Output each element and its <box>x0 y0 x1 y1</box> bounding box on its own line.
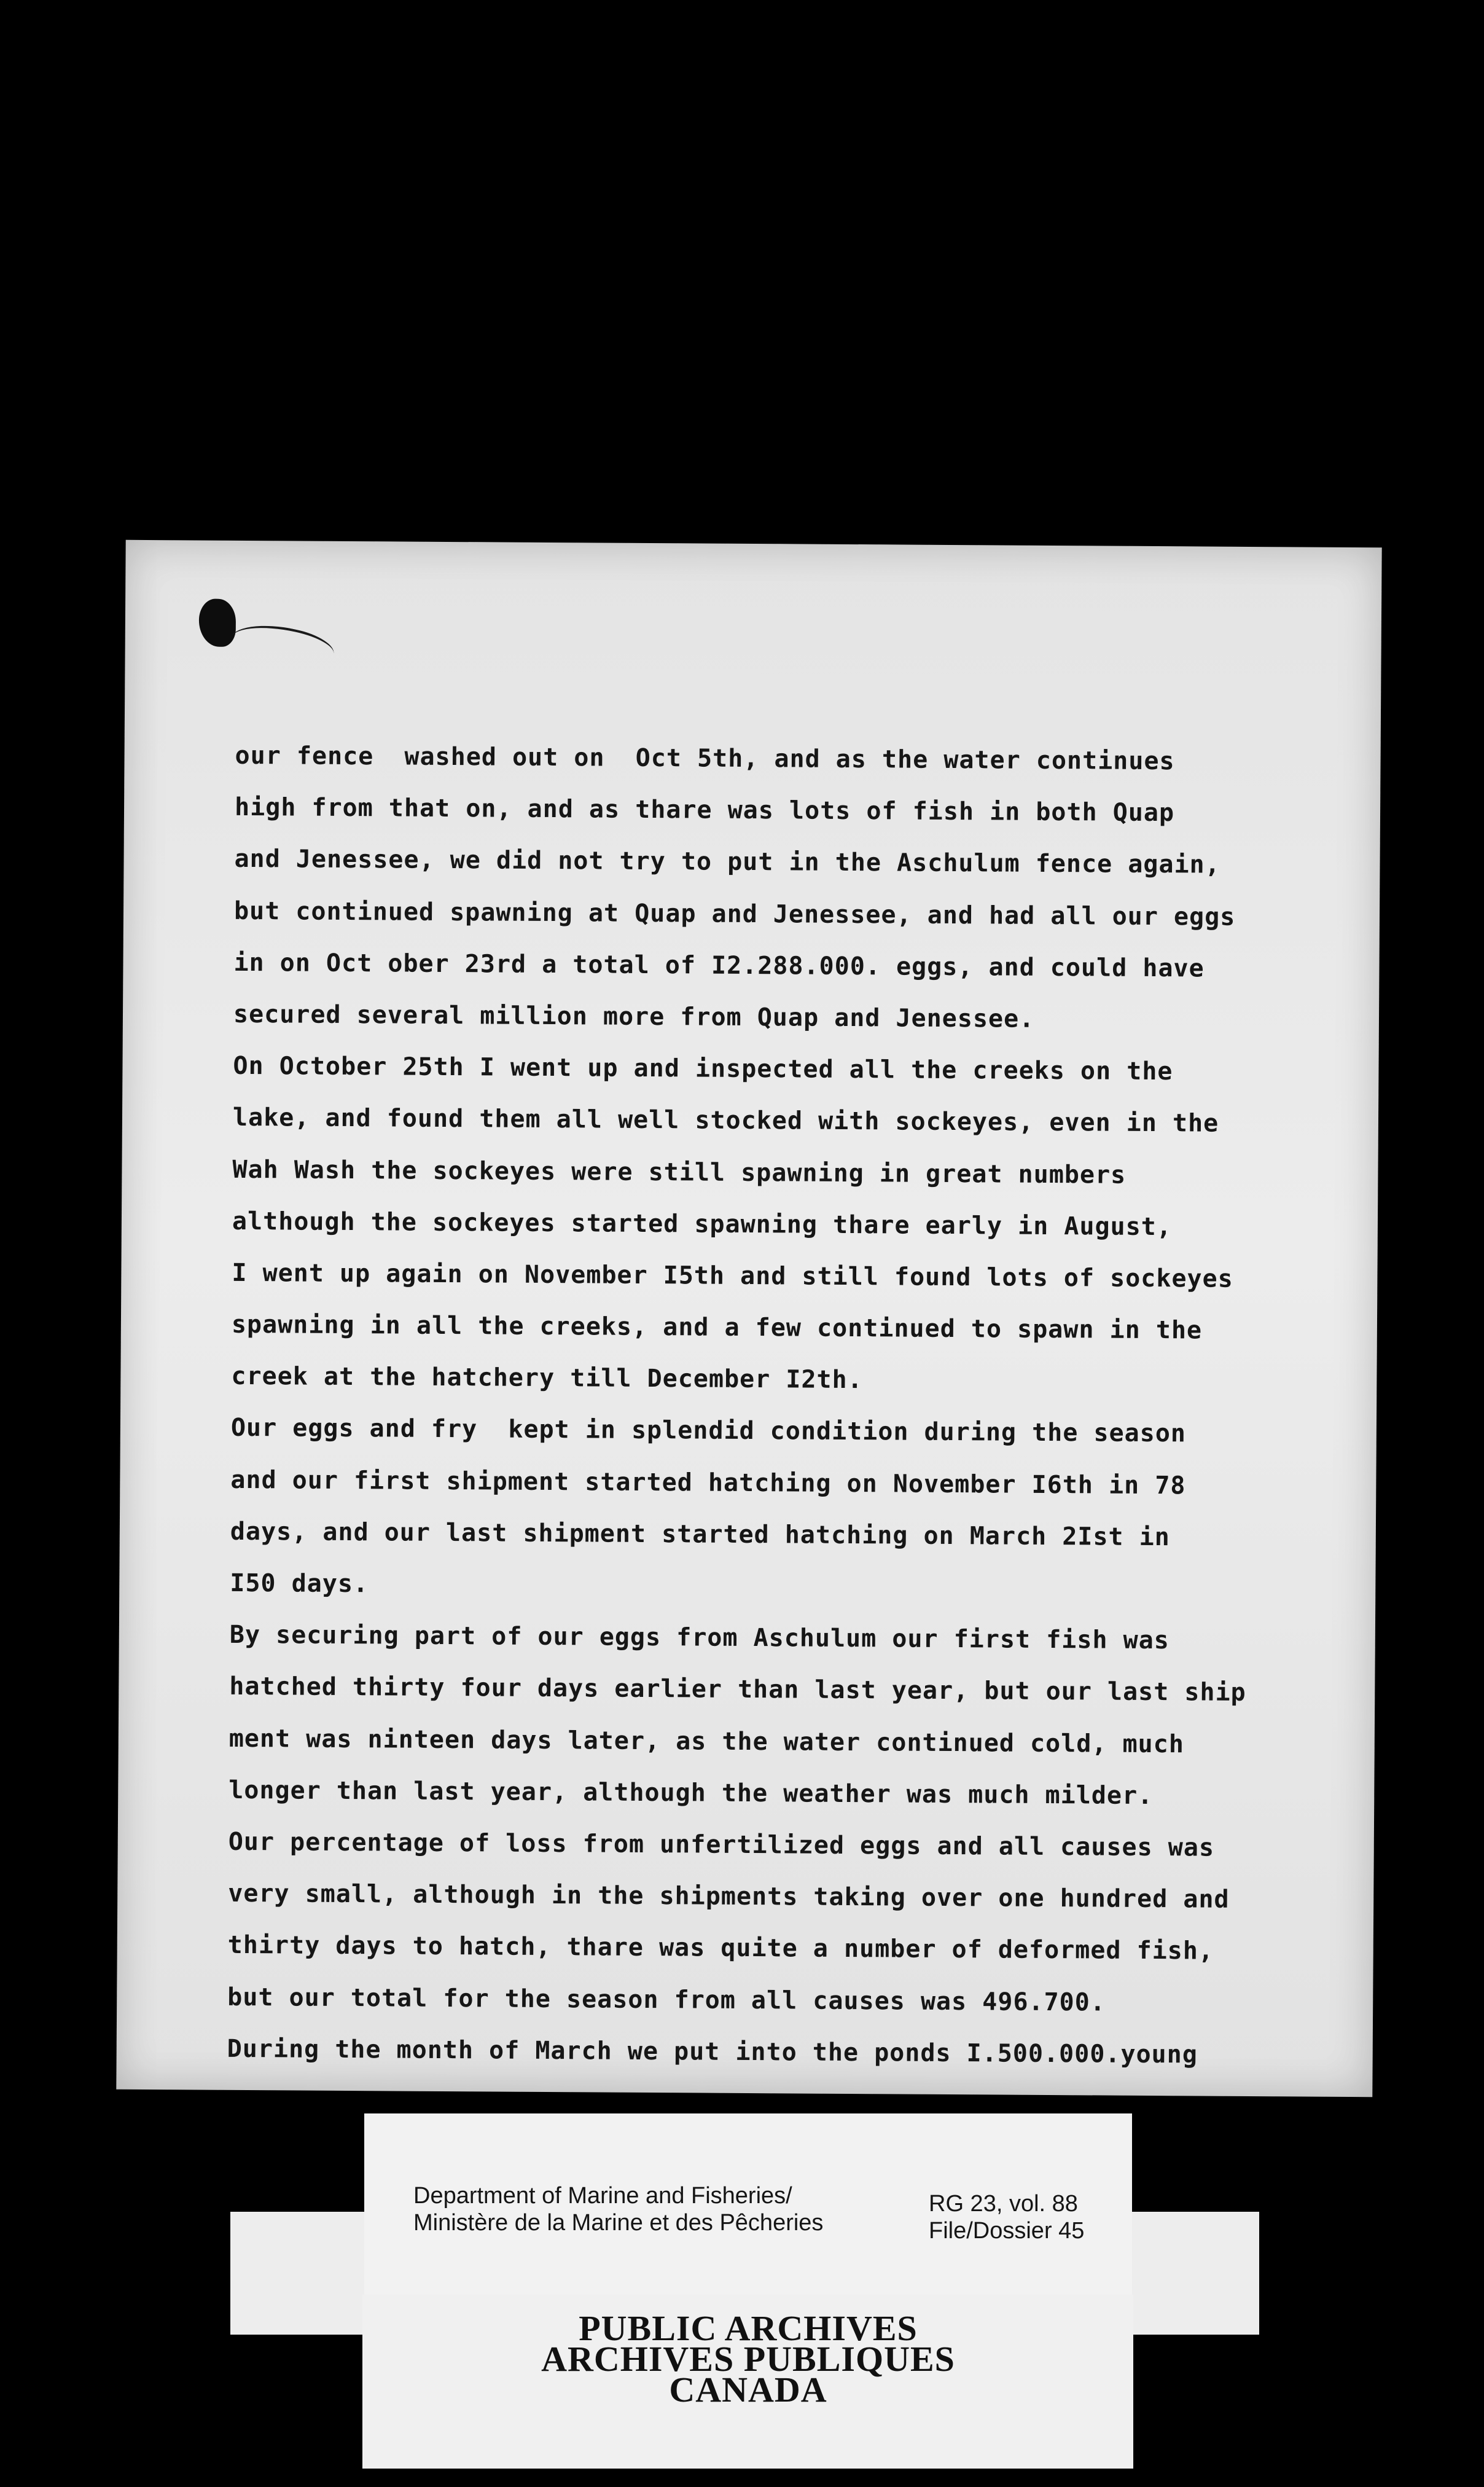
text-line: days, and our last shipment started hatching on March 2Ist in <box>230 1517 1170 1552</box>
text-line: in on Oct ober 23rd a total of I2.288.000. eggs, and could have <box>233 948 1205 983</box>
department-french: Ministère de la Marine et des Pêcheries <box>413 2210 824 2236</box>
text-line: secured several million more from Quap and Jenessee. <box>233 1000 1035 1033</box>
text-line: and our first shipment started hatching on November I6th in 78 <box>230 1465 1186 1500</box>
text-line: I50 days. <box>230 1569 369 1599</box>
record-group: RG 23, vol. 88 <box>929 2191 1078 2217</box>
text-line: hatched thirty four days earlier than last year, but our last ship <box>229 1672 1246 1707</box>
text-line: spawning in all the creeks, and a few continued to spawn in the <box>231 1310 1203 1345</box>
text-line: although the sockeyes started spawning thare early in August, <box>232 1207 1173 1241</box>
label-backing-left <box>230 2212 372 2335</box>
department-english: Department of Marine and Fisheries/ <box>413 2183 792 2209</box>
text-line: Wah Wash the sockeyes were still spawning in great numbers <box>232 1155 1127 1189</box>
text-line: Our percentage of loss from unfertilized eggs and all causes was <box>228 1827 1215 1862</box>
text-line: On October 25th I went up and inspected all the creeks on the <box>233 1051 1173 1086</box>
text-line: longer than last year, although the weather was much milder. <box>228 1776 1154 1810</box>
letter-body <box>227 730 1303 2081</box>
text-line: thirty days to hatch, thare was quite a number of deformed fish, <box>227 1931 1214 1965</box>
stamp-archives-publiques: ARCHIVES PUBLIQUES <box>541 2339 955 2379</box>
text-line: During the month of March we put into the ponds I.500.000.young <box>227 2034 1198 2069</box>
typed-letter-page <box>116 540 1381 2097</box>
file-reference: File/Dossier 45 <box>929 2218 1085 2244</box>
text-line: high from that on, and as thare was lots of fish in both Quap <box>234 793 1175 828</box>
text-line: creek at the hatchery till December I2th. <box>231 1362 863 1395</box>
ink-stroke <box>227 616 337 677</box>
stamp-public-archives: PUBLIC ARCHIVES <box>579 2308 918 2348</box>
text-line: but our total for the season from all causes was 496.700. <box>227 1983 1106 2017</box>
text-line: Our eggs and fry kept in splendid condition during the season <box>230 1414 1187 1448</box>
text-line: and Jenessee, we did not try to put in the Aschulum fence again, <box>234 845 1220 880</box>
text-line: By securing part of our eggs from Aschulum our first fish was <box>229 1621 1170 1655</box>
text-line: but continued spawning at Quap and Jenessee, and had all our eggs <box>233 896 1236 931</box>
label-backing-right <box>1130 2212 1259 2335</box>
text-line: very small, although in the shipments taking over one hundred and <box>228 1879 1230 1914</box>
text-line: I went up again on November I5th and still found lots of sockeyes <box>232 1258 1233 1293</box>
text-line: lake, and found them all well stocked with sockeyes, even in the <box>232 1103 1219 1138</box>
text-line: our fence washed out on Oct 5th, and as the water continues <box>235 741 1175 776</box>
text-line: ment was ninteen days later, as the water continued cold, much <box>228 1724 1185 1758</box>
stamp-canada: CANADA <box>669 2370 827 2410</box>
